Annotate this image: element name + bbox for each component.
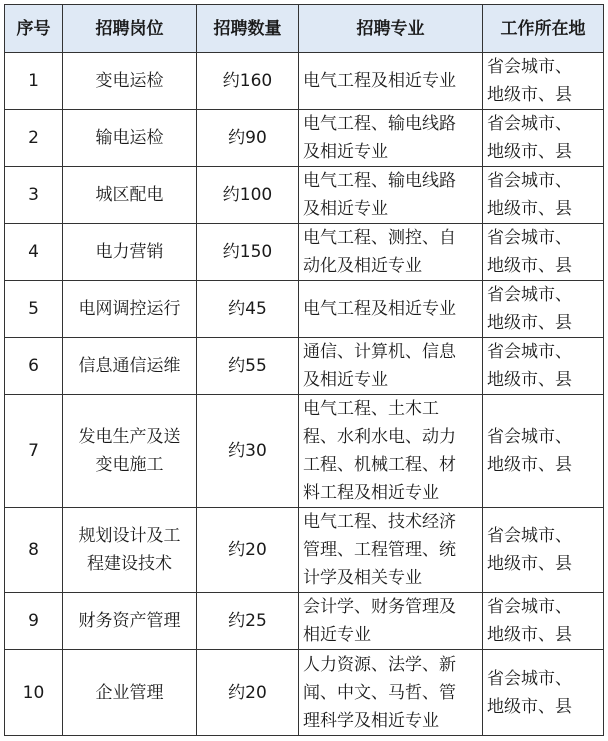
cell-major-line: 动化及相近专业	[303, 256, 422, 276]
cell-major-line: 电气工程、输电线路	[303, 171, 456, 191]
cell-location-line: 省会城市、	[487, 228, 572, 248]
cell-location-line: 地级市、县	[487, 199, 572, 219]
cell-count: 约55	[197, 338, 299, 395]
cell-position-line: 电网调控运行	[78, 299, 181, 319]
cell-no: 3	[5, 167, 63, 224]
cell-major-line: 电气工程及相近专业	[303, 71, 456, 91]
cell-major	[299, 167, 483, 224]
cell-count: 约100	[197, 167, 299, 224]
cell-location-line: 省会城市、	[487, 285, 572, 305]
cell-major-line: 电气工程及相近专业	[303, 299, 456, 319]
cell-count: 约90	[197, 110, 299, 167]
cell-position-line: 规划设计及工	[78, 526, 181, 546]
cell-position-line: 财务资产管理	[78, 611, 181, 631]
cell-position-line: 发电生产及送	[78, 427, 181, 447]
cell-major-line: 程、水利水电、动力	[303, 427, 456, 447]
cell-count: 约160	[197, 53, 299, 110]
cell-location-line: 地级市、县	[487, 554, 572, 574]
cell-no: 5	[5, 281, 63, 338]
cell-location-line: 地级市、县	[487, 256, 572, 276]
cell-position	[63, 110, 197, 167]
cell-major	[299, 593, 483, 650]
cell-position-line: 城区配电	[95, 185, 164, 205]
cell-no: 9	[5, 593, 63, 650]
cell-location	[483, 650, 604, 736]
cell-major-line: 通信、计算机、信息	[303, 342, 456, 362]
cell-location	[483, 593, 604, 650]
cell-location	[483, 110, 604, 167]
cell-location-line: 地级市、县	[487, 85, 572, 105]
cell-count: 约20	[197, 650, 299, 736]
table-row	[5, 281, 604, 338]
cell-location-line: 地级市、县	[487, 313, 572, 333]
cell-location-line: 省会城市、	[487, 597, 572, 617]
cell-location-line: 地级市、县	[487, 625, 572, 645]
header-count: 招聘数量	[197, 5, 299, 53]
cell-location	[483, 224, 604, 281]
cell-position-line: 企业管理	[95, 682, 164, 703]
table-row	[5, 167, 604, 224]
cell-location-line: 地级市、县	[487, 370, 572, 390]
table-row	[5, 110, 604, 167]
table-body	[5, 53, 604, 736]
cell-major-line: 相近专业	[303, 625, 371, 645]
cell-position-line: 变电运检	[95, 71, 164, 91]
cell-major	[299, 224, 483, 281]
cell-location	[483, 508, 604, 593]
cell-position	[63, 53, 197, 110]
cell-major-line: 工程、机械工程、材	[303, 455, 456, 475]
table-row	[5, 224, 604, 281]
cell-position	[63, 593, 197, 650]
cell-location	[483, 281, 604, 338]
cell-no: 1	[5, 53, 63, 110]
cell-position-line: 变电施工	[95, 455, 164, 475]
cell-position-line: 信息通信运维	[78, 356, 181, 376]
cell-major-line: 及相近专业	[303, 142, 388, 162]
cell-location-line: 省会城市、	[487, 668, 572, 689]
table-row	[5, 395, 604, 508]
cell-major	[299, 508, 483, 593]
cell-count: 约20	[197, 508, 299, 593]
header-no: 序号	[5, 5, 63, 53]
cell-position-line: 电力营销	[95, 242, 164, 262]
cell-location	[483, 338, 604, 395]
cell-location	[483, 167, 604, 224]
cell-position	[63, 224, 197, 281]
cell-location-line: 省会城市、	[487, 427, 572, 447]
header-row	[5, 5, 604, 53]
header-position: 招聘岗位	[63, 5, 197, 53]
cell-no: 2	[5, 110, 63, 167]
cell-no: 8	[5, 508, 63, 593]
cell-location-line: 地级市、县	[487, 142, 572, 162]
cell-position-line: 程建设技术	[87, 554, 172, 574]
cell-major	[299, 650, 483, 736]
cell-no: 7	[5, 395, 63, 508]
cell-location	[483, 53, 604, 110]
cell-major	[299, 281, 483, 338]
cell-location	[483, 395, 604, 508]
cell-major-line: 电气工程、土木工	[303, 399, 439, 419]
table-row	[5, 593, 604, 650]
cell-major-line: 电气工程、技术经济	[303, 512, 456, 532]
cell-major-line: 及相近专业	[303, 370, 388, 390]
cell-major	[299, 338, 483, 395]
table-row	[5, 53, 604, 110]
cell-major-line: 及相近专业	[303, 199, 388, 219]
cell-location-line: 省会城市、	[487, 114, 572, 134]
cell-position-line: 输电运检	[95, 128, 164, 148]
cell-position	[63, 508, 197, 593]
cell-major-line: 电气工程、测控、自	[303, 228, 456, 248]
cell-count: 约30	[197, 395, 299, 508]
cell-major-line: 会计学、财务管理及	[303, 597, 456, 617]
cell-no: 4	[5, 224, 63, 281]
cell-position	[63, 650, 197, 736]
cell-position	[63, 338, 197, 395]
cell-major-line: 理科学及相近专业	[303, 710, 439, 731]
cell-location-line: 地级市、县	[487, 455, 572, 475]
cell-major-line: 管理、工程管理、统	[303, 540, 456, 560]
table-row	[5, 650, 604, 736]
cell-no: 10	[5, 650, 63, 736]
cell-count: 约150	[197, 224, 299, 281]
cell-major-line: 电气工程、输电线路	[303, 114, 456, 134]
table-row	[5, 508, 604, 593]
header-location: 工作所在地	[483, 5, 604, 53]
cell-location-line: 地级市、县	[487, 696, 572, 717]
cell-count: 约45	[197, 281, 299, 338]
cell-location-line: 省会城市、	[487, 57, 572, 77]
header-major: 招聘专业	[299, 5, 483, 53]
cell-location-line: 省会城市、	[487, 171, 572, 191]
cell-position	[63, 395, 197, 508]
cell-position	[63, 281, 197, 338]
cell-count: 约25	[197, 593, 299, 650]
cell-major	[299, 395, 483, 508]
cell-location-line: 省会城市、	[487, 526, 572, 546]
cell-major-line: 计学及相关专业	[303, 568, 422, 588]
cell-position	[63, 167, 197, 224]
cell-no: 6	[5, 338, 63, 395]
cell-major	[299, 110, 483, 167]
cell-location-line: 省会城市、	[487, 342, 572, 362]
recruitment-table	[4, 4, 604, 736]
table-row	[5, 338, 604, 395]
cell-major	[299, 53, 483, 110]
cell-major-line: 闻、中文、马哲、管	[303, 682, 456, 703]
cell-major-line: 人力资源、法学、新	[303, 654, 456, 675]
cell-major-line: 料工程及相近专业	[303, 483, 439, 503]
